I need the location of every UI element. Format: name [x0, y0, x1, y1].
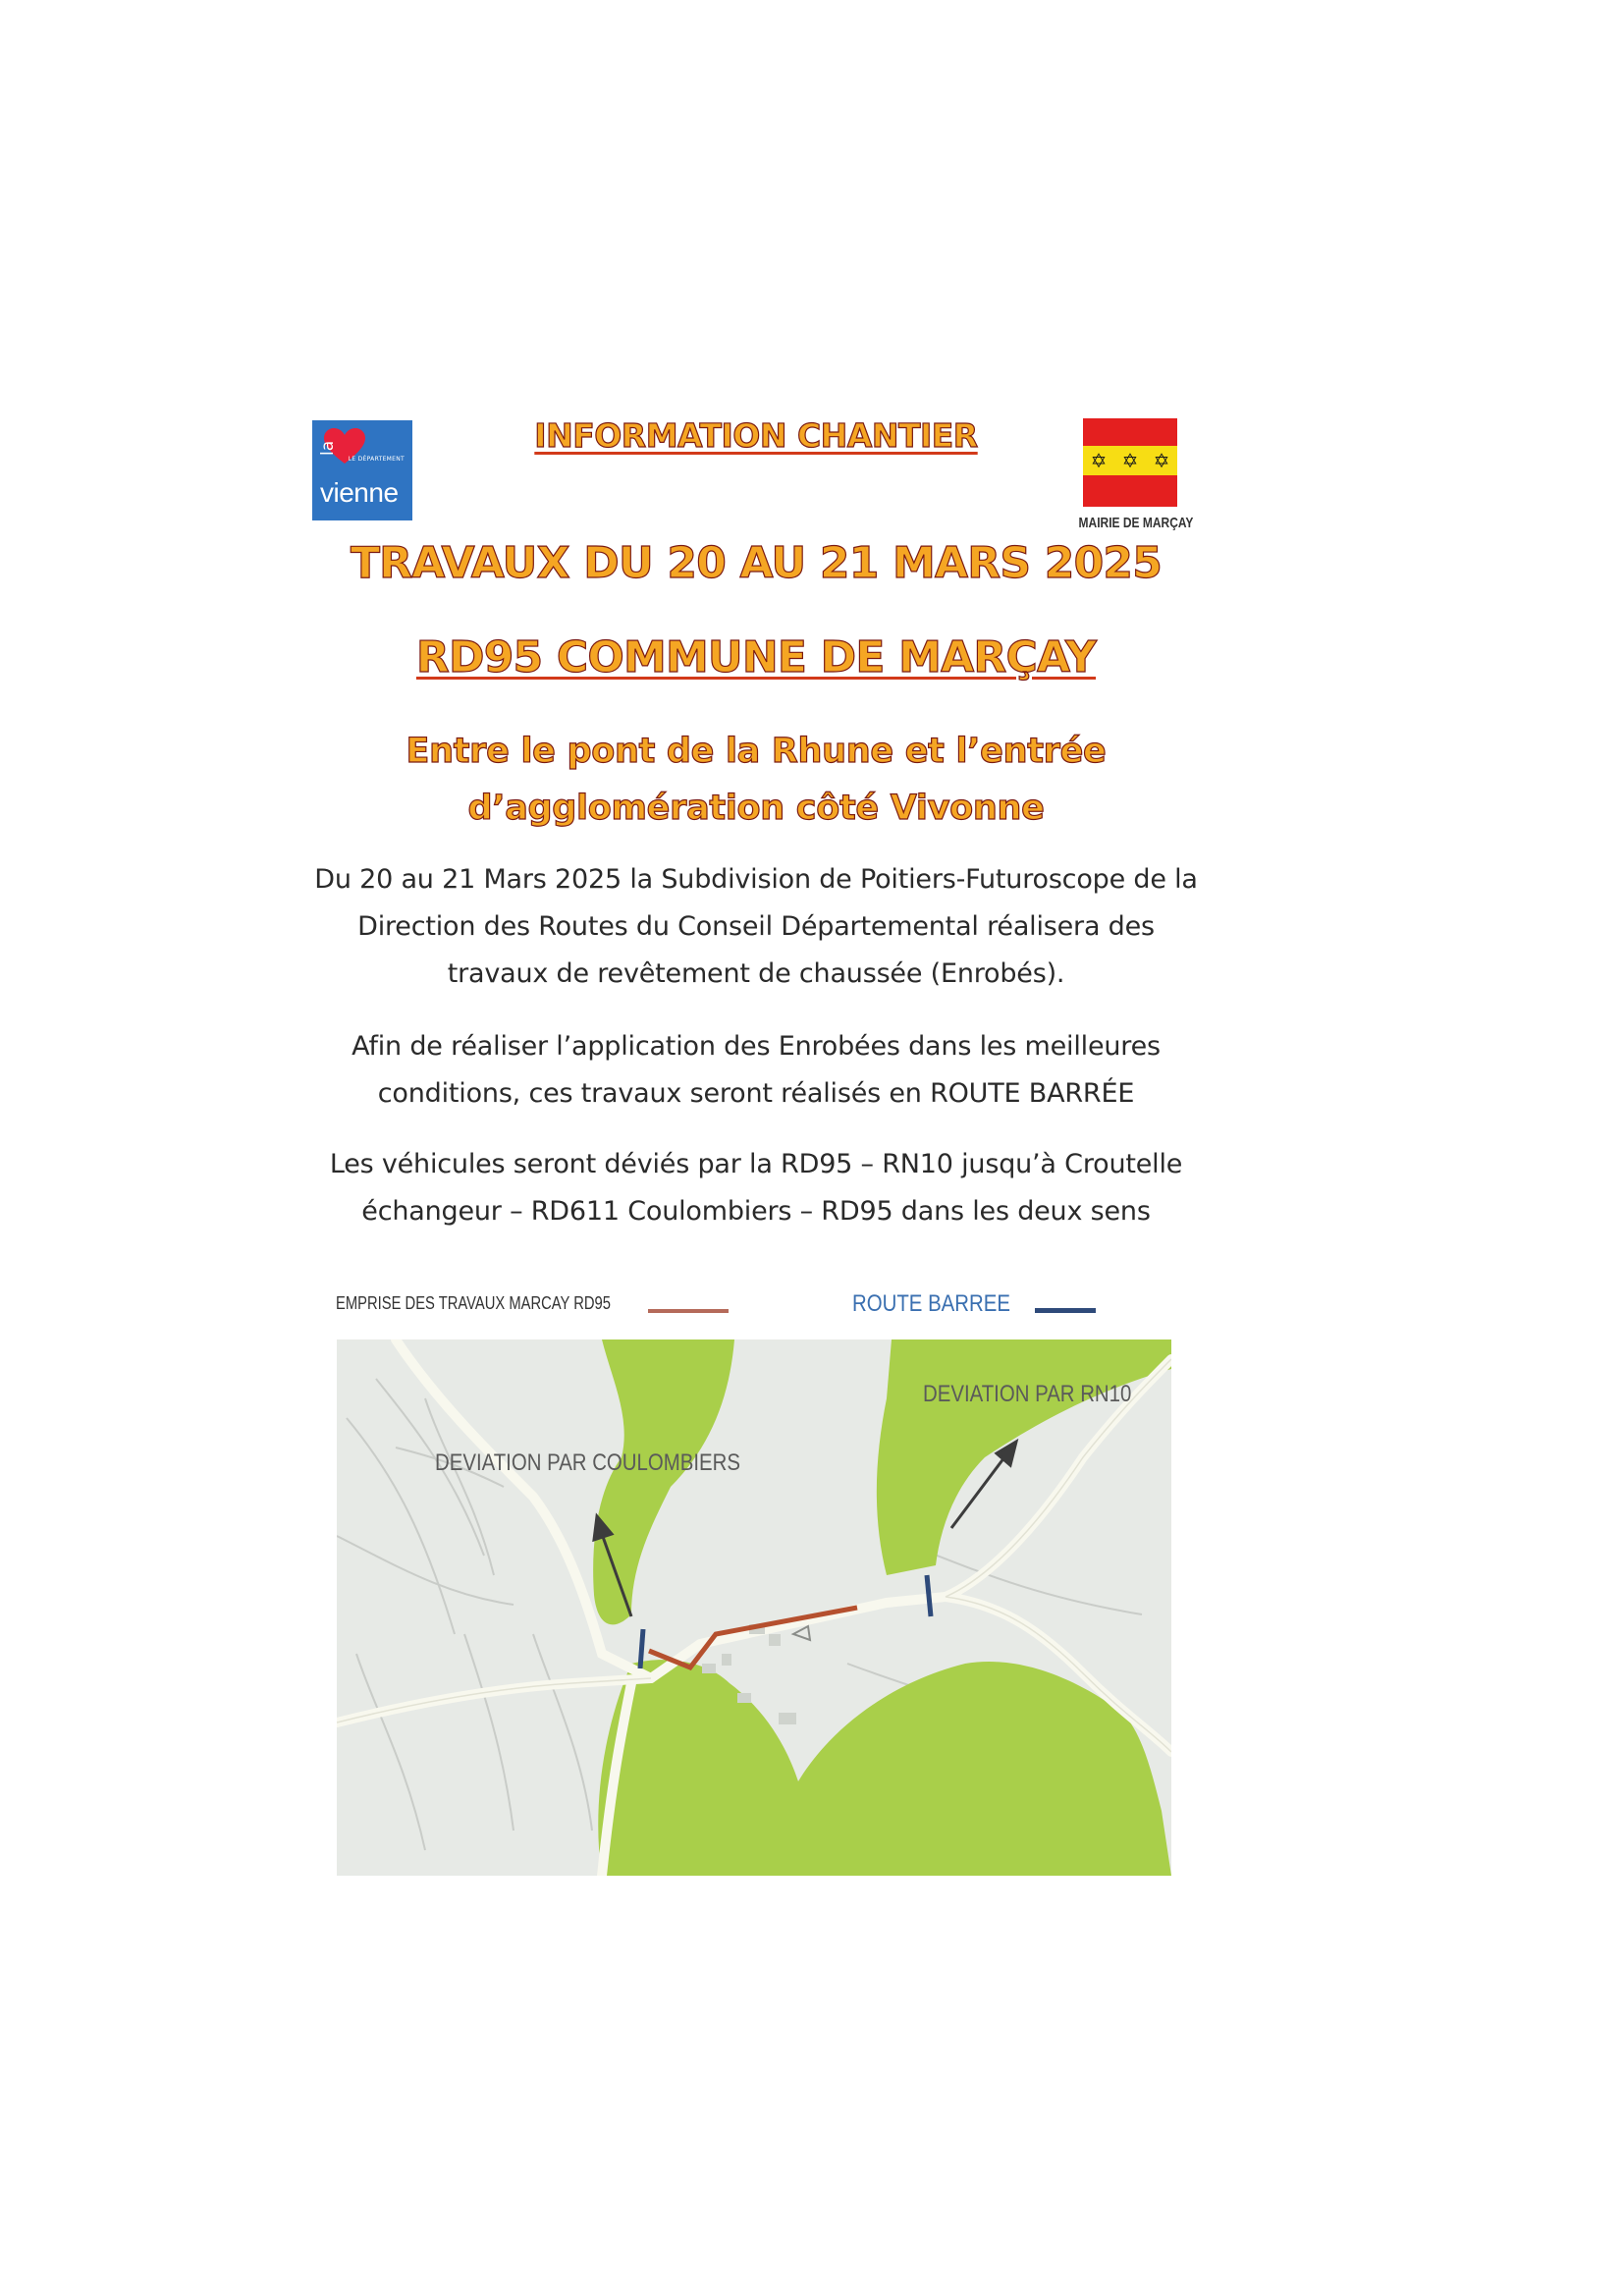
legend-works-label: EMPRISE DES TRAVAUX MARCAY RD95 — [336, 1293, 611, 1313]
logo-la-text: la — [318, 440, 338, 456]
info-title: INFORMATION CHANTIER — [534, 416, 978, 455]
logo-department-text: LE DÉPARTEMENT — [348, 456, 405, 463]
paragraph-deviation: Les véhicules seront déviés par la RD95 – RN10 jusqu’à Croutelle échangeur – RD611 Coulombiers – RD95 dans les deux sens — [329, 1149, 1183, 1227]
dates-title: TRAVAUX DU 20 AU 21 MARS 2025 — [350, 538, 1163, 588]
section-title: Entre le pont de la Rhune et l’entrée d’agglomération côté Vivonne — [406, 732, 1107, 828]
map-label-coulombiers: DEVIATION PAR COULOMBIERS — [435, 1449, 740, 1476]
map-label-rn10: DEVIATION PAR RN10 — [923, 1381, 1132, 1407]
legend-works-swatch — [648, 1309, 729, 1313]
map-graphic — [337, 1339, 1171, 1876]
logo-vienne-text: vienne — [320, 477, 399, 508]
paragraph-works-description: Du 20 au 21 Mars 2025 la Subdivision de Poitiers-Futuroscope de la Direction des Routes du Conseil Départemental réalisera des travaux de revêtement de chaussée (Enrobés). — [314, 864, 1198, 989]
paragraph-road-closed: Afin de réaliser l’application des Enrobées dans les meilleures conditions, ces travaux seront réalisés en ROUTE BARRÉE — [352, 1031, 1161, 1109]
coat-of-arms-icon: ✡ ✡ ✡ — [1083, 418, 1177, 507]
legend-closed-swatch — [1035, 1308, 1096, 1313]
legend-closed-label: ROUTE BARREE — [852, 1290, 1010, 1317]
location-title: RD95 COMMUNE DE MARÇAY — [415, 632, 1097, 683]
mairie-caption: MAIRIE DE MARÇAY — [1078, 515, 1194, 531]
deviation-map — [337, 1339, 1171, 1876]
barrier-west — [640, 1629, 643, 1668]
